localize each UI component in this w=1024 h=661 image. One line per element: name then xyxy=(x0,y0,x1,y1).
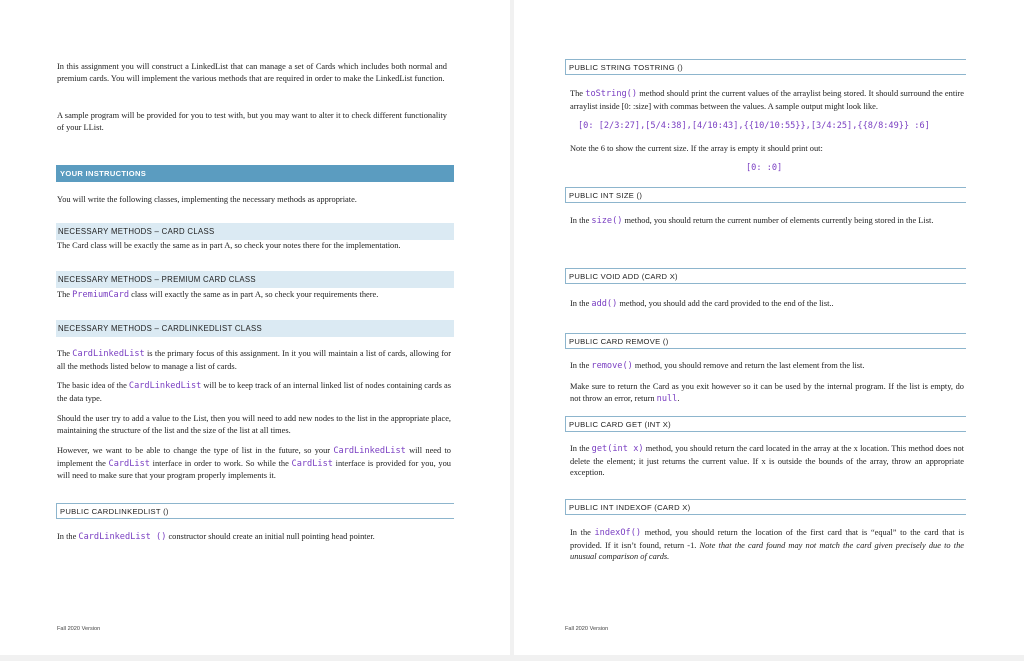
code-constructor: CardLinkedList () xyxy=(78,532,167,542)
cardlinkedlist-class-header: NECESSARY METHODS – CARDLINKEDLIST CLASS xyxy=(56,320,454,337)
code-cardlist: CardList xyxy=(291,458,333,469)
add-text xyxy=(570,298,964,311)
constructor-header: PUBLIC CARDLINKEDLIST () xyxy=(56,503,454,519)
text-span: The xyxy=(57,349,73,358)
tostring-empty-output: [0: :0] xyxy=(746,163,783,173)
tostring-note: Note the 6 to show the current size. If the array is empty it should print out: xyxy=(570,144,823,153)
remove-text-2 xyxy=(570,381,964,405)
tostring-sample-output: [0: [2/3:27],[5/4:38],[4/10:43],{{10/10:55}},[3/4:25],{{8/8:49}} :6] xyxy=(578,121,930,131)
code-premiumcard: PremiumCard xyxy=(72,290,130,300)
text-span: method, you should add the card provided to the end of the list.. xyxy=(617,299,834,308)
premium-class-text xyxy=(57,289,449,302)
code-size: size() xyxy=(591,216,623,226)
code-cardlinkedlist: CardLinkedList xyxy=(128,381,202,391)
instructions-header: YOUR INSTRUCTIONS xyxy=(56,165,454,182)
text-span: In the xyxy=(57,532,79,541)
indexof-text xyxy=(570,527,964,563)
text-span: will be to keep track of an internal linked list of nodes containing cards as the data type. xyxy=(57,381,451,403)
code-remove: remove() xyxy=(591,361,633,371)
add-header: PUBLIC VOID ADD (CARD X) xyxy=(565,268,966,284)
code-get: get(int x) xyxy=(591,444,644,454)
text-span: However, we want to be able to change the type of list in the future, so your xyxy=(57,446,334,455)
indexof-note: Note that the card found may not match the card given precisely due to the unusual comparison of cards. xyxy=(570,540,964,562)
cll-paragraph-3: Should the user try to add a value to the List, then you will need to add new nodes to the list in the appropriate place, maintaining the structure of the list and the size of the list at all times. xyxy=(57,414,451,435)
code-null: null xyxy=(656,393,678,404)
text-span: interface is provided for you, you will need to make sure that your program properly implements it. xyxy=(57,458,451,481)
text-span: constructor should create an initial null pointing head pointer. xyxy=(166,532,375,541)
right-footer: Fall 2020 Version xyxy=(565,626,609,632)
constructor-text xyxy=(57,531,451,544)
text-span: In the xyxy=(570,444,592,453)
tostring-header: PUBLIC STRING TOSTRING () xyxy=(565,59,966,75)
text-span: interface in order to work. So while the xyxy=(149,458,292,468)
cll-paragraph-2 xyxy=(57,380,451,404)
instructions-text: You will write the following classes, implementing the necessary methods as appropriate. xyxy=(57,195,357,204)
intro-paragraph-2 xyxy=(57,110,447,133)
cll-paragraph-4 xyxy=(57,445,451,482)
text-span: is the primary focus of this assignment. In it you will maintain a list of cards, allowing for all the methods listed below to manage a list of cards. xyxy=(57,349,451,371)
code-add: add() xyxy=(591,299,618,309)
text-span: will need to implement the xyxy=(57,446,451,468)
card-class-text: The Card class will be exactly the same as in part A, so check your notes there for the implementation. xyxy=(57,241,401,250)
text-span: . xyxy=(677,393,680,403)
code-cardlist: CardList xyxy=(108,458,150,469)
intro-paragraph-1 xyxy=(57,61,447,84)
indexof-header: PUBLIC INT INDEXOF (CARD X) xyxy=(565,499,966,515)
left-page xyxy=(0,0,510,655)
text-span: method, you should return the card located in the array at the x location. This method does not delete the element; it just returns the current value. If x is outside the bounds of the array, throw an appropriate exception. xyxy=(570,444,964,478)
text-span: The basic idea of the xyxy=(57,381,129,390)
code-indexof: indexOf() xyxy=(594,528,642,538)
card-class-header: NECESSARY METHODS – CARD CLASS xyxy=(56,223,454,240)
text-span: method, you should return the location of the first card that is “equal” to the card that is provided. If it isn’t found, return -1. xyxy=(570,528,964,550)
get-text xyxy=(570,443,964,479)
remove-header: PUBLIC CARD REMOVE () xyxy=(565,333,966,349)
text-span: method, you should return the current number of elements currently being stored in the List. xyxy=(622,216,934,225)
code-tostring: toString() xyxy=(585,89,638,99)
text-span: In the xyxy=(570,299,592,308)
text-span: In the xyxy=(570,216,592,225)
left-footer: Fall 2020 Version xyxy=(57,626,101,632)
text-span: Make sure to return the Card as you exit however so it can be used by the internal program. If the list is empty, do not throw an error, return xyxy=(570,382,964,403)
code-cardlinkedlist: CardLinkedList xyxy=(333,446,406,456)
get-header: PUBLIC CARD GET (INT X) xyxy=(565,416,966,432)
text-span: In the xyxy=(570,528,595,537)
premium-class-header: NECESSARY METHODS – PREMIUM CARD CLASS xyxy=(56,271,454,288)
code-cardlinkedlist: CardLinkedList xyxy=(72,349,145,359)
size-header: PUBLIC INT SIZE () xyxy=(565,187,966,203)
text-span: class will exactly the same as in part A, so check your requirements there. xyxy=(129,290,379,299)
cll-paragraph-1 xyxy=(57,348,451,372)
intro-text-1: In this assignment you will construct a LinkedList that can manage a set of Cards which includes both normal and premium cards. You will implement the various methods that are required in order to make the LinkedList function. xyxy=(57,62,447,83)
remove-text xyxy=(570,360,964,373)
intro-text-2: A sample program will be provided for you to test with, but you may want to alter it to check different functionality of your LList. xyxy=(57,111,447,132)
right-page xyxy=(514,0,1024,655)
text-span: method should print the current values of the arraylist being stored. It should surround the entire arraylist inside [0: :size] with commas between the values. A sample output might look like. xyxy=(570,89,964,111)
text-span: The xyxy=(57,290,73,299)
text-span: method, you should remove and return the last element from the list. xyxy=(632,361,865,370)
text-span: The xyxy=(570,89,586,98)
text-span: In the xyxy=(570,361,592,370)
tostring-text xyxy=(570,88,964,112)
size-text xyxy=(570,215,964,228)
